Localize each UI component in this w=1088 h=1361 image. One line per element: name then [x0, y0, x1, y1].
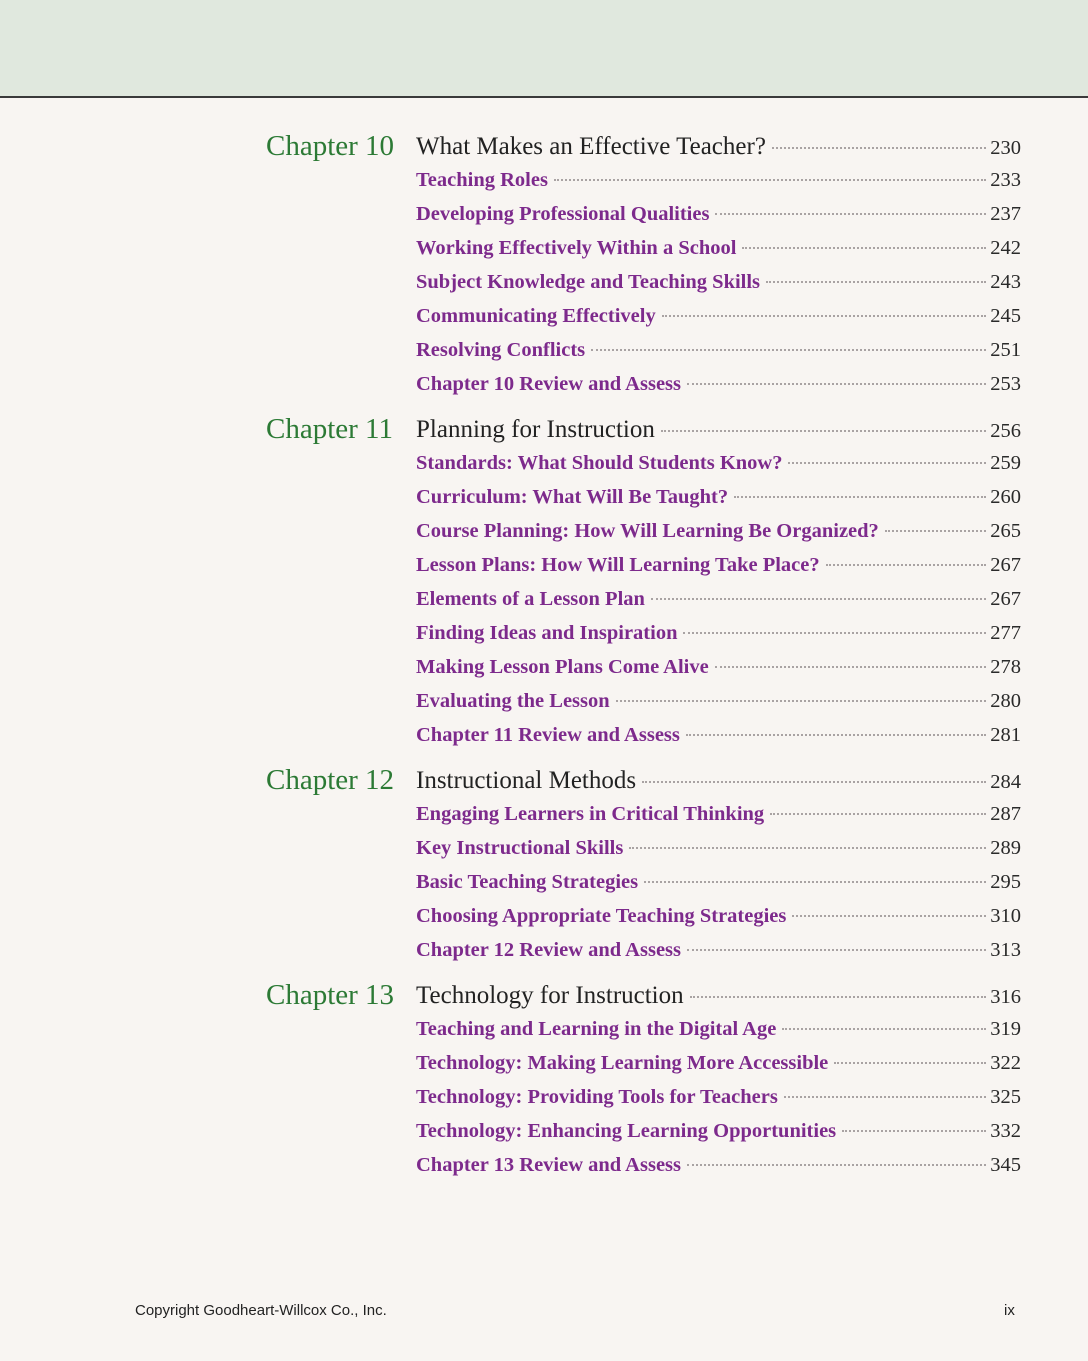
section-entry[interactable]: [416, 237, 1021, 271]
dot-leader: [734, 496, 986, 498]
chapter-entry[interactable]: [416, 133, 1021, 167]
dot-leader: [616, 700, 987, 702]
copyright-notice: Copyright Goodheart-Willcox Co., Inc.: [135, 1302, 387, 1319]
header-band: [0, 0, 1088, 98]
page-number: 287: [990, 803, 1021, 825]
dot-leader: [715, 213, 986, 215]
chapter-label: Chapter 11: [266, 413, 393, 445]
dot-leader: [661, 430, 986, 432]
page-number: 253: [990, 373, 1021, 395]
table-of-contents: [0, 127, 1088, 1191]
page-number: 316: [990, 986, 1021, 1008]
section-title: Curriculum: What Will Be Taught?: [416, 486, 729, 508]
section-title: Chapter 11 Review and Assess: [416, 724, 680, 746]
chapter-title: Planning for Instruction: [416, 416, 655, 443]
page-number: 245: [990, 305, 1021, 327]
section-entry[interactable]: [416, 452, 1021, 486]
section-entry[interactable]: [416, 520, 1021, 554]
page-number: 278: [990, 656, 1021, 678]
dot-leader: [687, 1164, 986, 1166]
section-entry[interactable]: [416, 486, 1021, 520]
section-entry[interactable]: [416, 1120, 1021, 1154]
dot-leader: [644, 881, 986, 883]
dot-leader: [842, 1130, 986, 1132]
dot-leader: [642, 781, 986, 783]
dot-leader: [782, 1028, 986, 1030]
section-title: Finding Ideas and Inspiration: [416, 622, 678, 644]
page-number: 242: [990, 237, 1021, 259]
page-number: 267: [990, 588, 1021, 610]
page-number: 280: [990, 690, 1021, 712]
dot-leader: [662, 315, 987, 317]
dot-leader: [784, 1096, 986, 1098]
dot-leader: [687, 949, 986, 951]
section-entry[interactable]: [416, 554, 1021, 588]
dot-leader: [651, 598, 986, 600]
section-title: Course Planning: How Will Learning Be Organized?: [416, 520, 879, 542]
dot-leader: [788, 462, 986, 464]
dot-leader: [826, 564, 987, 566]
section-title: Communicating Effectively: [416, 305, 656, 327]
page-number: 265: [990, 520, 1021, 542]
section-entry[interactable]: [416, 905, 1021, 939]
section-entry[interactable]: [416, 305, 1021, 339]
page-number: 259: [990, 452, 1021, 474]
page-number: 260: [990, 486, 1021, 508]
page-number: 289: [990, 837, 1021, 859]
page-number: 319: [990, 1018, 1021, 1040]
section-title: Technology: Enhancing Learning Opportunities: [416, 1120, 837, 1142]
page-number: 322: [990, 1052, 1021, 1074]
section-title: Teaching Roles: [416, 169, 548, 191]
section-entry[interactable]: [416, 1018, 1021, 1052]
section-title: Chapter 12 Review and Assess: [416, 939, 681, 961]
section-entry[interactable]: [416, 339, 1021, 373]
section-entry[interactable]: [416, 656, 1021, 690]
section-title: Chapter 13 Review and Assess: [416, 1154, 681, 1176]
chapter-block: [0, 410, 1088, 758]
section-title: Elements of a Lesson Plan: [416, 588, 645, 610]
section-title: Working Effectively Within a School: [416, 237, 737, 259]
dot-leader: [690, 996, 987, 998]
dot-leader: [683, 632, 986, 634]
page-number: 345: [990, 1154, 1021, 1176]
section-entry[interactable]: [416, 169, 1021, 203]
page-number: 295: [990, 871, 1021, 893]
section-entry[interactable]: [416, 837, 1021, 871]
section-entry[interactable]: [416, 1086, 1021, 1120]
page-number: 310: [990, 905, 1021, 927]
chapter-entry[interactable]: [416, 416, 1021, 450]
chapter-block: [0, 976, 1088, 1188]
section-entry[interactable]: [416, 724, 1021, 758]
section-title: Standards: What Should Students Know?: [416, 452, 783, 474]
section-title: Making Lesson Plans Come Alive: [416, 656, 709, 678]
chapter-title: What Makes an Effective Teacher?: [416, 133, 766, 160]
chapter-title: Instructional Methods: [416, 767, 637, 794]
chapter-heading-row: [0, 976, 1088, 1018]
section-title: Developing Professional Qualities: [416, 203, 710, 225]
dot-leader: [770, 813, 986, 815]
section-entry[interactable]: [416, 622, 1021, 656]
dot-leader: [792, 915, 986, 917]
section-title: Key Instructional Skills: [416, 837, 624, 859]
chapter-label: Chapter 13: [266, 979, 395, 1011]
section-title: Basic Teaching Strategies: [416, 871, 639, 893]
section-title: Engaging Learners in Critical Thinking: [416, 803, 765, 825]
chapter-heading-row: [0, 761, 1088, 803]
page-number: 251: [990, 339, 1021, 361]
chapter-heading-row: [0, 127, 1088, 169]
page-number: 237: [990, 203, 1021, 225]
chapter-block: [0, 761, 1088, 973]
dot-leader: [715, 666, 987, 668]
dot-leader: [591, 349, 986, 351]
section-title: Evaluating the Lesson: [416, 690, 610, 712]
section-title: Lesson Plans: How Will Learning Take Place?: [416, 554, 820, 576]
page-number: 230: [990, 137, 1021, 159]
page-number: 313: [990, 939, 1021, 961]
dot-leader: [554, 179, 986, 181]
chapter-label: Chapter 10: [266, 130, 395, 162]
page-number: 243: [990, 271, 1021, 293]
section-title: Technology: Providing Tools for Teachers: [416, 1086, 778, 1108]
dot-leader: [629, 847, 986, 849]
dot-leader: [687, 383, 986, 385]
page-number: 284: [990, 771, 1021, 793]
chapter-title: Technology for Instruction: [416, 982, 684, 1009]
chapter-entry[interactable]: [416, 982, 1021, 1016]
section-entry[interactable]: [416, 271, 1021, 305]
page-number: 233: [990, 169, 1021, 191]
section-entry[interactable]: [416, 373, 1021, 407]
chapter-block: [0, 127, 1088, 407]
page-number: 325: [990, 1086, 1021, 1108]
section-title: Teaching and Learning in the Digital Age: [416, 1018, 777, 1040]
dot-leader: [885, 530, 986, 532]
section-title: Subject Knowledge and Teaching Skills: [416, 271, 761, 293]
dot-leader: [834, 1062, 986, 1064]
chapter-label: Chapter 12: [266, 764, 395, 796]
section-entry[interactable]: [416, 1052, 1021, 1086]
folio-page-number: ix: [1004, 1302, 1015, 1319]
page-number: 256: [990, 420, 1021, 442]
section-entry[interactable]: [416, 690, 1021, 724]
section-title: Technology: Making Learning More Accessible: [416, 1052, 829, 1074]
page-number: 267: [990, 554, 1021, 576]
section-entry[interactable]: [416, 939, 1021, 973]
page-number: 277: [990, 622, 1021, 644]
section-entry[interactable]: [416, 1154, 1021, 1188]
section-entry[interactable]: [416, 871, 1021, 905]
chapter-heading-row: [0, 410, 1088, 452]
dot-leader: [772, 147, 986, 149]
dot-leader: [766, 281, 986, 283]
section-title: Resolving Conflicts: [416, 339, 586, 361]
section-entry[interactable]: [416, 203, 1021, 237]
dot-leader: [742, 247, 986, 249]
section-title: Chapter 10 Review and Assess: [416, 373, 681, 395]
section-entry[interactable]: [416, 803, 1021, 837]
section-entry[interactable]: [416, 588, 1021, 622]
page-number: 281: [990, 724, 1021, 746]
chapter-entry[interactable]: [416, 767, 1021, 801]
page-number: 332: [990, 1120, 1021, 1142]
section-title: Choosing Appropriate Teaching Strategies: [416, 905, 787, 927]
dot-leader: [686, 734, 986, 736]
